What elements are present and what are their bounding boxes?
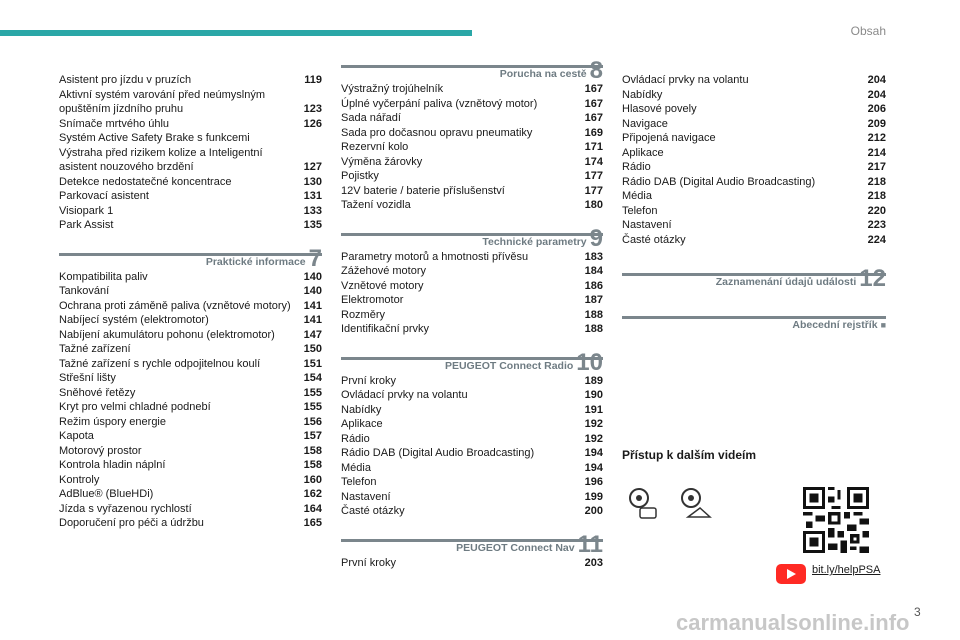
toc-entry-title: Nastavení bbox=[341, 490, 391, 503]
toc-entry-title: Kontroly bbox=[59, 473, 100, 486]
toc-entry-page: 126 bbox=[303, 117, 322, 130]
toc-entry[interactable] bbox=[59, 342, 322, 357]
toc-entry-page: 177 bbox=[584, 170, 603, 182]
toc-entry-title: Nabídky bbox=[622, 88, 663, 101]
toc-entry-page: 123 bbox=[303, 103, 322, 115]
toc-entry-title: Časté otázky bbox=[622, 233, 686, 246]
toc-column-3 bbox=[622, 60, 886, 333]
toc-entry-page: 189 bbox=[584, 374, 603, 387]
toc-entry-title: Média bbox=[341, 461, 371, 474]
section-title: Porucha na cestě bbox=[499, 68, 587, 80]
toc-entry[interactable] bbox=[59, 400, 322, 415]
toc-entry-title: Parkovací asistent bbox=[59, 190, 149, 202]
toc-entry-page: 160 bbox=[303, 473, 322, 486]
toc-entry[interactable] bbox=[341, 293, 603, 308]
toc-entry[interactable] bbox=[622, 189, 886, 204]
toc-entry[interactable] bbox=[59, 328, 322, 343]
youtube-icon[interactable] bbox=[776, 564, 806, 584]
toc-entry-page: 157 bbox=[303, 430, 322, 442]
section-heading[interactable] bbox=[341, 57, 603, 84]
toc-entry-page: 204 bbox=[867, 74, 886, 86]
section-number: 8 bbox=[589, 57, 603, 84]
toc-entry[interactable] bbox=[59, 458, 322, 473]
toc-entry-title: Zážehové motory bbox=[341, 265, 426, 277]
toc-entry[interactable] bbox=[622, 146, 886, 161]
toc-entry[interactable] bbox=[622, 131, 886, 146]
toc-entry-page: 155 bbox=[303, 401, 322, 413]
video-link[interactable]: bit.ly/helpPSA bbox=[812, 564, 881, 576]
toc-list bbox=[59, 73, 322, 233]
toc-entry-title: Navigace bbox=[622, 117, 668, 130]
section-heading[interactable] bbox=[622, 265, 886, 292]
toc-entry[interactable] bbox=[59, 131, 322, 175]
toc-entry[interactable] bbox=[341, 475, 603, 490]
toc-entry-title: Kapota bbox=[59, 430, 94, 442]
section-number: 11 bbox=[577, 530, 603, 558]
toc-entry-page: 214 bbox=[867, 146, 886, 159]
toc-entry-page: 131 bbox=[303, 190, 322, 202]
section-title: Zaznamenání údajů události bbox=[715, 276, 857, 288]
toc-entry-page: 154 bbox=[303, 372, 322, 384]
toc-entry-title: Systém Active Safety Brake s funkcemi Výstraha před rizikem kolize a Inteligentní asistent nouzového brzdění bbox=[59, 132, 263, 173]
toc-entry[interactable] bbox=[622, 160, 886, 175]
toc-entry[interactable] bbox=[341, 140, 603, 155]
toc-entry-title: Rádio bbox=[341, 432, 370, 445]
toc-entry-title: 12V baterie / baterie příslušenství bbox=[341, 184, 505, 197]
toc-entry-title: Média bbox=[622, 190, 652, 202]
toc-entry-title: Rádio DAB (Digital Audio Broadcasting) bbox=[622, 175, 816, 188]
toc-entry[interactable] bbox=[59, 175, 322, 190]
toc-entry[interactable] bbox=[341, 264, 603, 279]
toc-entry-title: AdBlue® (BlueHDi) bbox=[59, 488, 154, 500]
toc-entry-title: Aktivní systém varování před neúmyslným opuštěním jízdního pruhu bbox=[59, 88, 266, 115]
toc-entry-title: Tažné zařízení bbox=[59, 343, 131, 355]
toc-entry[interactable] bbox=[341, 432, 603, 447]
section-number: 12 bbox=[859, 265, 886, 292]
toc-entry-page: 177 bbox=[584, 184, 603, 197]
toc-entry-page: 212 bbox=[867, 132, 886, 144]
toc-entry-page: 188 bbox=[584, 308, 603, 321]
toc-entry-title: Kryt pro velmi chladné podnebí bbox=[59, 401, 211, 413]
page-number: 3 bbox=[914, 605, 921, 619]
toc-entry[interactable] bbox=[341, 279, 603, 294]
section-title: PEUGEOT Connect Nav bbox=[456, 541, 575, 554]
toc-entry-page: 194 bbox=[584, 461, 603, 474]
toc-entry-title: Hlasové povely bbox=[622, 103, 697, 115]
toc-entry-page: 220 bbox=[867, 204, 886, 217]
toc-entry-page: 209 bbox=[867, 117, 886, 130]
toc-entry-title: Aplikace bbox=[341, 418, 383, 430]
section-title: PEUGEOT Connect Radio bbox=[444, 359, 574, 372]
toc-entry-page: 186 bbox=[584, 279, 603, 292]
toc-entry-page: 150 bbox=[303, 343, 322, 355]
toc-entry-page: 224 bbox=[867, 233, 886, 246]
toc-entry[interactable] bbox=[59, 204, 322, 219]
toc-entry-title: Nabíjecí systém (elektromotor) bbox=[59, 314, 209, 326]
toc-entry[interactable] bbox=[341, 374, 603, 389]
toc-entry-title: Výměna žárovky bbox=[341, 155, 423, 168]
toc-entry[interactable] bbox=[341, 111, 603, 126]
toc-entry-title: První kroky bbox=[341, 374, 397, 387]
toc-entry[interactable] bbox=[341, 82, 603, 97]
toc-list bbox=[622, 73, 886, 247]
toc-entry-page: 133 bbox=[303, 204, 322, 217]
toc-entry-title: Ovládací prvky na volantu bbox=[341, 389, 468, 401]
toc-entry[interactable] bbox=[59, 88, 322, 117]
toc-entry-page: 156 bbox=[303, 415, 322, 428]
toc-entry-title: Identifikační prvky bbox=[341, 323, 430, 335]
toc-entry-title: Rádio bbox=[622, 161, 651, 173]
toc-entry-page: 180 bbox=[584, 199, 603, 211]
video-section-title: Přístup k dalším videím bbox=[622, 448, 757, 462]
toc-section bbox=[341, 57, 603, 213]
toc-entry-title: Tankování bbox=[59, 285, 110, 297]
toc-entry[interactable] bbox=[341, 184, 603, 199]
header-accent-bar bbox=[0, 30, 472, 36]
toc-entry-page: 164 bbox=[303, 502, 322, 515]
toc-entry-page: 167 bbox=[584, 83, 603, 95]
toc-entry[interactable] bbox=[59, 117, 322, 132]
toc-entry[interactable] bbox=[59, 218, 322, 233]
toc-entry-page: 191 bbox=[584, 403, 603, 416]
toc-section bbox=[622, 265, 886, 292]
toc-entry[interactable] bbox=[59, 284, 322, 299]
toc-entry[interactable] bbox=[622, 218, 886, 233]
toc-column-2 bbox=[341, 57, 603, 570]
toc-entry-page: 151 bbox=[303, 357, 322, 370]
section-heading[interactable] bbox=[341, 224, 603, 252]
section-number: 9 bbox=[589, 224, 603, 252]
toc-entry[interactable] bbox=[341, 403, 603, 418]
toc-entry-title: Kompatibilita paliv bbox=[59, 270, 148, 283]
toc-entry[interactable] bbox=[59, 429, 322, 444]
toc-entry-page: 192 bbox=[584, 432, 603, 445]
toc-entry-page: 196 bbox=[584, 476, 603, 488]
toc-entry-page: 188 bbox=[584, 323, 603, 335]
toc-entry-title: Režim úspory energie bbox=[59, 415, 166, 428]
toc-entry-page: 141 bbox=[303, 299, 322, 312]
toc-entry-page: 155 bbox=[303, 386, 322, 399]
toc-entry-page: 217 bbox=[867, 161, 886, 173]
toc-entry-title: Visiopark 1 bbox=[59, 204, 114, 217]
toc-section bbox=[341, 348, 603, 519]
toc-entry[interactable] bbox=[341, 556, 603, 571]
toc-entry[interactable] bbox=[622, 175, 886, 190]
toc-entry-title: Detekce nedostatečné koncentrace bbox=[59, 175, 232, 188]
toc-entry[interactable] bbox=[341, 97, 603, 112]
toc-entry-title: Motorový prostor bbox=[59, 444, 142, 457]
toc-entry[interactable] bbox=[341, 388, 603, 403]
toc-section bbox=[622, 316, 886, 333]
toc-entry-title: Telefon bbox=[622, 204, 658, 217]
toc-entry-page: 119 bbox=[304, 74, 322, 86]
toc-section bbox=[59, 244, 322, 531]
section-heading[interactable] bbox=[341, 530, 603, 558]
toc-entry-page: 171 bbox=[584, 141, 603, 153]
wheel-maintenance-icon bbox=[628, 486, 660, 522]
toc-entry[interactable] bbox=[341, 155, 603, 170]
toc-entry-title: Kontrola hladin náplní bbox=[59, 459, 166, 471]
toc-entry[interactable] bbox=[341, 250, 603, 265]
qr-code[interactable] bbox=[802, 487, 870, 553]
toc-entry-title: Střešní lišty bbox=[59, 372, 116, 384]
toc-entry-title: Asistent pro jízdu v pruzích bbox=[59, 74, 192, 86]
toc-section bbox=[341, 530, 603, 571]
toc-entry[interactable] bbox=[622, 102, 886, 117]
toc-entry[interactable] bbox=[622, 73, 886, 88]
toc-entry[interactable] bbox=[341, 461, 603, 476]
toc-entry-page: 127 bbox=[303, 161, 322, 173]
toc-entry-title: Rozměry bbox=[341, 308, 386, 321]
toc-entry-page: 200 bbox=[584, 505, 603, 517]
toc-entry-title: Elektromotor bbox=[341, 294, 404, 306]
toc-entry-title: Sněhové řetězy bbox=[59, 386, 136, 399]
toc-entry[interactable] bbox=[59, 415, 322, 430]
toc-entry[interactable] bbox=[59, 386, 322, 401]
toc-entry-title: Tažné zařízení s rychle odpojitelnou koulí bbox=[59, 357, 261, 370]
section-title: Praktické informace bbox=[205, 255, 306, 268]
toc-entry-page: 218 bbox=[867, 175, 886, 188]
toc-entry[interactable] bbox=[59, 444, 322, 459]
toc-entry-page: 192 bbox=[584, 418, 603, 430]
toc-entry[interactable] bbox=[341, 417, 603, 432]
toc-entry-title: Telefon bbox=[341, 476, 377, 488]
toc-entry[interactable] bbox=[341, 322, 603, 337]
toc-entry-title: Doporučení pro péči a údržbu bbox=[59, 517, 204, 529]
toc-entry-page: 167 bbox=[584, 97, 603, 110]
toc-entry-title: Časté otázky bbox=[341, 505, 405, 517]
toc-entry[interactable] bbox=[341, 504, 603, 519]
toc-entry[interactable] bbox=[622, 117, 886, 132]
toc-entry-title: Rádio DAB (Digital Audio Broadcasting) bbox=[341, 447, 535, 459]
toc-entry-page: 203 bbox=[584, 556, 603, 569]
toc-entry[interactable] bbox=[59, 516, 322, 531]
toc-entry[interactable] bbox=[341, 169, 603, 184]
toc-entry-page: 194 bbox=[584, 447, 603, 459]
toc-entry-title: První kroky bbox=[341, 556, 397, 569]
section-heading[interactable] bbox=[341, 348, 603, 376]
toc-entry[interactable] bbox=[622, 233, 886, 248]
toc-entry-title: Nastavení bbox=[622, 219, 672, 231]
toc-entry-page: 165 bbox=[303, 517, 322, 529]
toc-entry-page: 130 bbox=[303, 175, 322, 188]
toc-entry[interactable] bbox=[59, 357, 322, 372]
toc-column-1 bbox=[59, 60, 322, 531]
toc-entry-title: Jízda s vyřazenou rychlostí bbox=[59, 502, 192, 515]
toc-entry-page: 140 bbox=[303, 270, 322, 283]
section-number: 10 bbox=[576, 348, 603, 376]
toc-entry-title: Úplné vyčerpání paliva (vznětový motor) bbox=[341, 97, 538, 110]
toc-entry-title: Pojistky bbox=[341, 170, 379, 182]
toc-entry-page: 199 bbox=[584, 490, 603, 503]
wheel-warning-icon bbox=[680, 486, 712, 522]
toc-entry-title: Nabídky bbox=[341, 403, 382, 416]
toc-entry-page: 162 bbox=[303, 488, 322, 500]
toc-entry-page: 190 bbox=[584, 389, 603, 401]
toc-entry-page: 218 bbox=[867, 190, 886, 202]
watermark: carmanualsonline.info bbox=[676, 610, 910, 635]
toc-entry-page: 223 bbox=[867, 219, 886, 231]
toc-entry[interactable] bbox=[622, 204, 886, 219]
toc-entry-page: 184 bbox=[584, 265, 603, 277]
toc-entry[interactable] bbox=[59, 473, 322, 488]
toc-section bbox=[341, 224, 603, 337]
toc-entry-page: 204 bbox=[867, 88, 886, 101]
toc-entry-title: Nabíjení akumulátoru pohonu (elektromotor) bbox=[59, 328, 275, 341]
toc-entry-page: 147 bbox=[303, 328, 322, 341]
section-heading[interactable] bbox=[59, 244, 322, 272]
toc-entry[interactable] bbox=[59, 270, 322, 285]
toc-entry-title: Parametry motorů a hmotnosti přívěsu bbox=[341, 250, 529, 263]
section-number: ■ bbox=[880, 320, 886, 330]
toc-entry-title: Rezervní kolo bbox=[341, 141, 409, 153]
toc-entry-title: Výstražný trojúhelník bbox=[341, 83, 444, 95]
toc-entry[interactable] bbox=[341, 126, 603, 141]
section-heading[interactable] bbox=[622, 313, 886, 333]
toc-entry[interactable] bbox=[59, 299, 322, 314]
toc-entry-title: Sada pro dočasnou opravu pneumatiky bbox=[341, 126, 533, 139]
toc-entry-page: 141 bbox=[303, 314, 322, 326]
toc-entry-title: Tažení vozidla bbox=[341, 199, 411, 211]
toc-entry-page: 187 bbox=[584, 294, 603, 306]
page-header-title: Obsah bbox=[850, 24, 886, 38]
toc-entry-page: 135 bbox=[303, 219, 322, 231]
toc-entry-page: 140 bbox=[303, 285, 322, 297]
toc-entry-page: 183 bbox=[584, 250, 603, 263]
toc-entry-page: 158 bbox=[303, 459, 322, 471]
toc-entry-title: Ochrana proti záměně paliva (vznětové motory) bbox=[59, 299, 291, 312]
section-title: Abecední rejstřík bbox=[792, 319, 878, 331]
toc-entry[interactable] bbox=[341, 490, 603, 505]
toc-entry-page: 167 bbox=[584, 112, 603, 124]
toc-entry-page: 158 bbox=[303, 444, 322, 457]
toc-entry-title: Park Assist bbox=[59, 219, 114, 231]
toc-entry-page: 174 bbox=[584, 155, 603, 168]
toc-entry-title: Ovládací prvky na volantu bbox=[622, 74, 749, 86]
toc-entry[interactable] bbox=[59, 73, 322, 88]
section-title: Technické parametry bbox=[482, 235, 587, 248]
toc-entry-title: Snímače mrtvého úhlu bbox=[59, 117, 170, 130]
toc-entry[interactable] bbox=[622, 88, 886, 103]
toc-entry-title: Aplikace bbox=[622, 146, 664, 159]
toc-entry[interactable] bbox=[59, 189, 322, 204]
toc-entry-page: 206 bbox=[867, 103, 886, 115]
toc-entry-title: Sada nářadí bbox=[341, 112, 401, 124]
toc-entry-title: Připojená navigace bbox=[622, 132, 716, 144]
toc-entry[interactable] bbox=[59, 487, 322, 502]
toc-entry[interactable] bbox=[59, 313, 322, 328]
toc-entry-page: 169 bbox=[584, 126, 603, 139]
toc-entry[interactable] bbox=[341, 198, 603, 213]
toc-entry-title: Vznětové motory bbox=[341, 279, 424, 292]
section-number: 7 bbox=[308, 244, 322, 272]
toc-entry[interactable] bbox=[59, 371, 322, 386]
toc-entry[interactable] bbox=[341, 446, 603, 461]
toc-entry[interactable] bbox=[341, 308, 603, 323]
toc-entry[interactable] bbox=[59, 502, 322, 517]
